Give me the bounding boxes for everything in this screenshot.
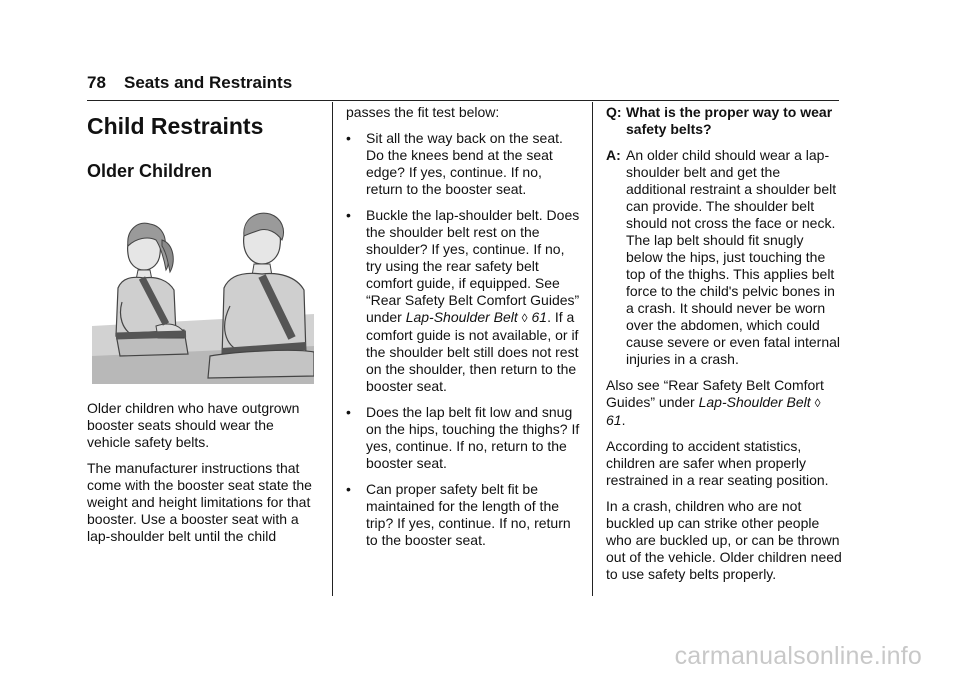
question-label: Q: [606, 104, 622, 120]
paragraph [606, 377, 842, 429]
page-reference[interactable]: 61 [606, 412, 622, 428]
question-text: What is the proper way to wear safety belts? [626, 104, 833, 137]
paragraph: The manufacturer instructions that come with the booster seat state the weight and height limitations for that booster. Use a booster seat with a lap-shoulder belt until the child [87, 460, 312, 544]
bullet-icon: • [346, 481, 351, 497]
bullet-icon: • [346, 130, 351, 146]
page-reference-icon: ◊ [814, 396, 821, 410]
bullet-icon: • [346, 207, 351, 223]
section-title: Seats and Restraints [124, 73, 293, 92]
list-item-text [366, 207, 582, 395]
paragraph: According to accident statistics, children are safer when properly restrained in a rear seating position. [606, 438, 829, 488]
bullet-icon: • [346, 404, 351, 420]
list-item-text: Can proper safety belt fit be maintained for the length of the trip? If yes, continue. If no, return to the booster seat. [366, 481, 571, 548]
column-left [87, 104, 319, 554]
paragraph: Older children who have outgrown booster seats should wear the vehicle safety belts. [87, 400, 300, 450]
answer [606, 147, 842, 368]
list-item [346, 207, 582, 395]
subsection-title: Older Children [87, 161, 213, 181]
children-wearing-seat-belts-illustration [92, 206, 314, 384]
list-item-text: Does the lap belt fit low and snug on the hips, touching the thighs? If yes, continue. If no, return to the booster seat. [366, 404, 580, 471]
question [606, 104, 842, 138]
column-right [606, 104, 842, 592]
list-item-text-part: Buckle the lap-shoulder belt. Does the shoulder belt rest on the shoulder? If yes, continue. If no, try using the rear safety belt comfort guide, if equipped. See “Rear Safety Belt Comfort Guides” under [366, 207, 580, 325]
cross-reference-link[interactable]: Lap-Shoulder Belt [405, 309, 518, 325]
paragraph: passes the fit test below: [346, 104, 500, 120]
paragraph: In a crash, children who are not buckled up can strike other people who are buckled up, or can be thrown out of the vehicle. Older children need to use safety belts properly. [606, 498, 842, 582]
cross-reference-link[interactable]: Lap-Shoulder Belt [698, 394, 811, 410]
page-number: 78 [87, 73, 106, 92]
answer-label: A: [606, 147, 621, 163]
page-reference[interactable]: 61 [531, 309, 548, 325]
paragraph-part: . [621, 412, 626, 428]
list-item [346, 481, 582, 549]
page-reference-icon: ◊ [521, 311, 528, 325]
column-divider [592, 102, 593, 596]
page-title: Child Restraints [87, 113, 264, 139]
paragraph-part: Also see “Rear Safety Belt Comfort Guides” under [606, 377, 824, 410]
list-item [346, 130, 582, 198]
column-middle [346, 104, 582, 558]
page-header [87, 72, 839, 101]
watermark: carmanualsonline.info [674, 642, 922, 670]
list-item-text-part: . If a comfort guide is not available, or if the shoulder belt still does not rest on the shoulder, then return to the booster seat. [366, 309, 579, 394]
answer-text: An older child should wear a lap-shoulder belt and get the additional restraint a shoulder belt can provide. The shoulder belt should not cross the face or neck. The lap belt should fit snugly below the hips, just touching the top of the thighs. This applies belt force to the child's pelvic bones in a crash. It should never be worn over the abdomen, which could cause severe or even fatal internal injuries in a crash. [626, 147, 841, 367]
column-divider [332, 102, 333, 596]
list-item-text: Sit all the way back on the seat. Do the knees bend at the seat edge? If yes, continue. If no, return to the booster seat. [366, 130, 563, 197]
list-item [346, 404, 582, 472]
